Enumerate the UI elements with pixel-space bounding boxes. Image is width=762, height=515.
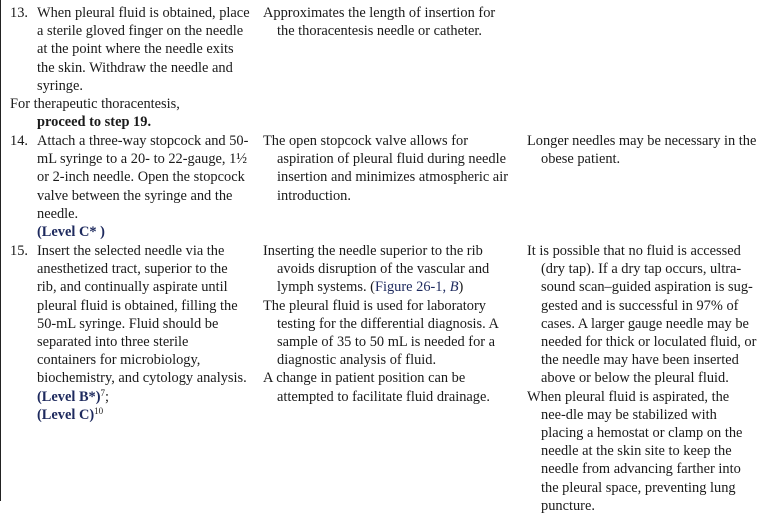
rationale-15-position: A change in patient position can be attempted to facilitate fluid drainage. [263, 370, 490, 405]
reference-10: 10 [94, 405, 104, 416]
step-number: 15. [10, 243, 28, 259]
evidence-level-c: (Level C) [37, 406, 95, 423]
step-15 [10, 242, 250, 424]
reference-7: 7 [100, 387, 106, 398]
left-border-rule [0, 0, 1, 501]
evidence-level-b: (Level B*) [37, 388, 101, 405]
step-13 [10, 4, 250, 131]
proceed-to-step-link: proceed to step 19 [37, 114, 148, 131]
step-13-action: 13. When pleural fluid is obtained, place a sterile gloved finger on the needle at the point where the needle exits the skin. Withdraw the needle and syringe. [10, 5, 250, 94]
evidence-level: (Level C* ) [37, 224, 105, 241]
step-number: 13. [10, 5, 28, 21]
step-14-action: 14. Attach a three-way stopcock and 50-mL syringe to a 20- to 22-gauge, 1½ or 2-inch needle. Open the stopcock valve between the syringe and the needle. [10, 133, 249, 222]
rationale-13: Approximates the length of insertion for the thoracentesis needle or catheter. [263, 5, 496, 40]
rationale-15-lab: The pleural fluid is used for laboratory testing for the differential diagnosis. A sample of 35 to 50 mL is needed for a diagnostic analysis of fluid. [263, 297, 499, 369]
rationale-15 [263, 242, 513, 406]
therapeutic-note: For therapeutic thoracentesis, proceed to step 19. [10, 96, 180, 131]
special-15-dry-tap: It is possible that no fluid is accessed (dry tap). If a dry tap occurs, ultra-sound scan–guided aspiration is sug-gested and is successful in 97% of cases. A larger gauge needle may be needed for thick or loculated fluid, or the needle may have been inserted above or below the pleural fluid. [527, 243, 757, 387]
special-15 [527, 242, 757, 515]
step-number: 14. [10, 133, 28, 149]
rationale-14: The open stopcock valve allows for aspiration of pleural fluid during needle insertion and minimizes atmospheric air introduction. [263, 133, 508, 204]
special-15-stabilize: When pleural fluid is aspirated, the nee-dle may be stabilized with placing a hemostat or clamp on the needle at the skin site to keep the needle from advancing farther into the pleural space, preventing lung puncture. [527, 388, 743, 514]
step-15-action: 15. Insert the selected needle via the anesthetized tract, superior to the rib, and continually aspirate until pleural fluid is obtained, filling the 50-mL syringe. Fluid should be separated into three sterile containers for microbiology, biochemistry, and cytology analysis. (Level B*)$^7$; (Level C)$^{10}$ [10, 243, 247, 423]
step-14 [10, 132, 250, 241]
rationale-15-rib: Inserting the needle superior to the rib avoids disruption of the vascular and lymph systems. (Figure 26-1, B) [263, 243, 490, 296]
special-14: Longer needles may be necessary in the obese patient. [527, 133, 757, 168]
figure-reference-link[interactable]: Figure 26-1, B [374, 279, 459, 296]
